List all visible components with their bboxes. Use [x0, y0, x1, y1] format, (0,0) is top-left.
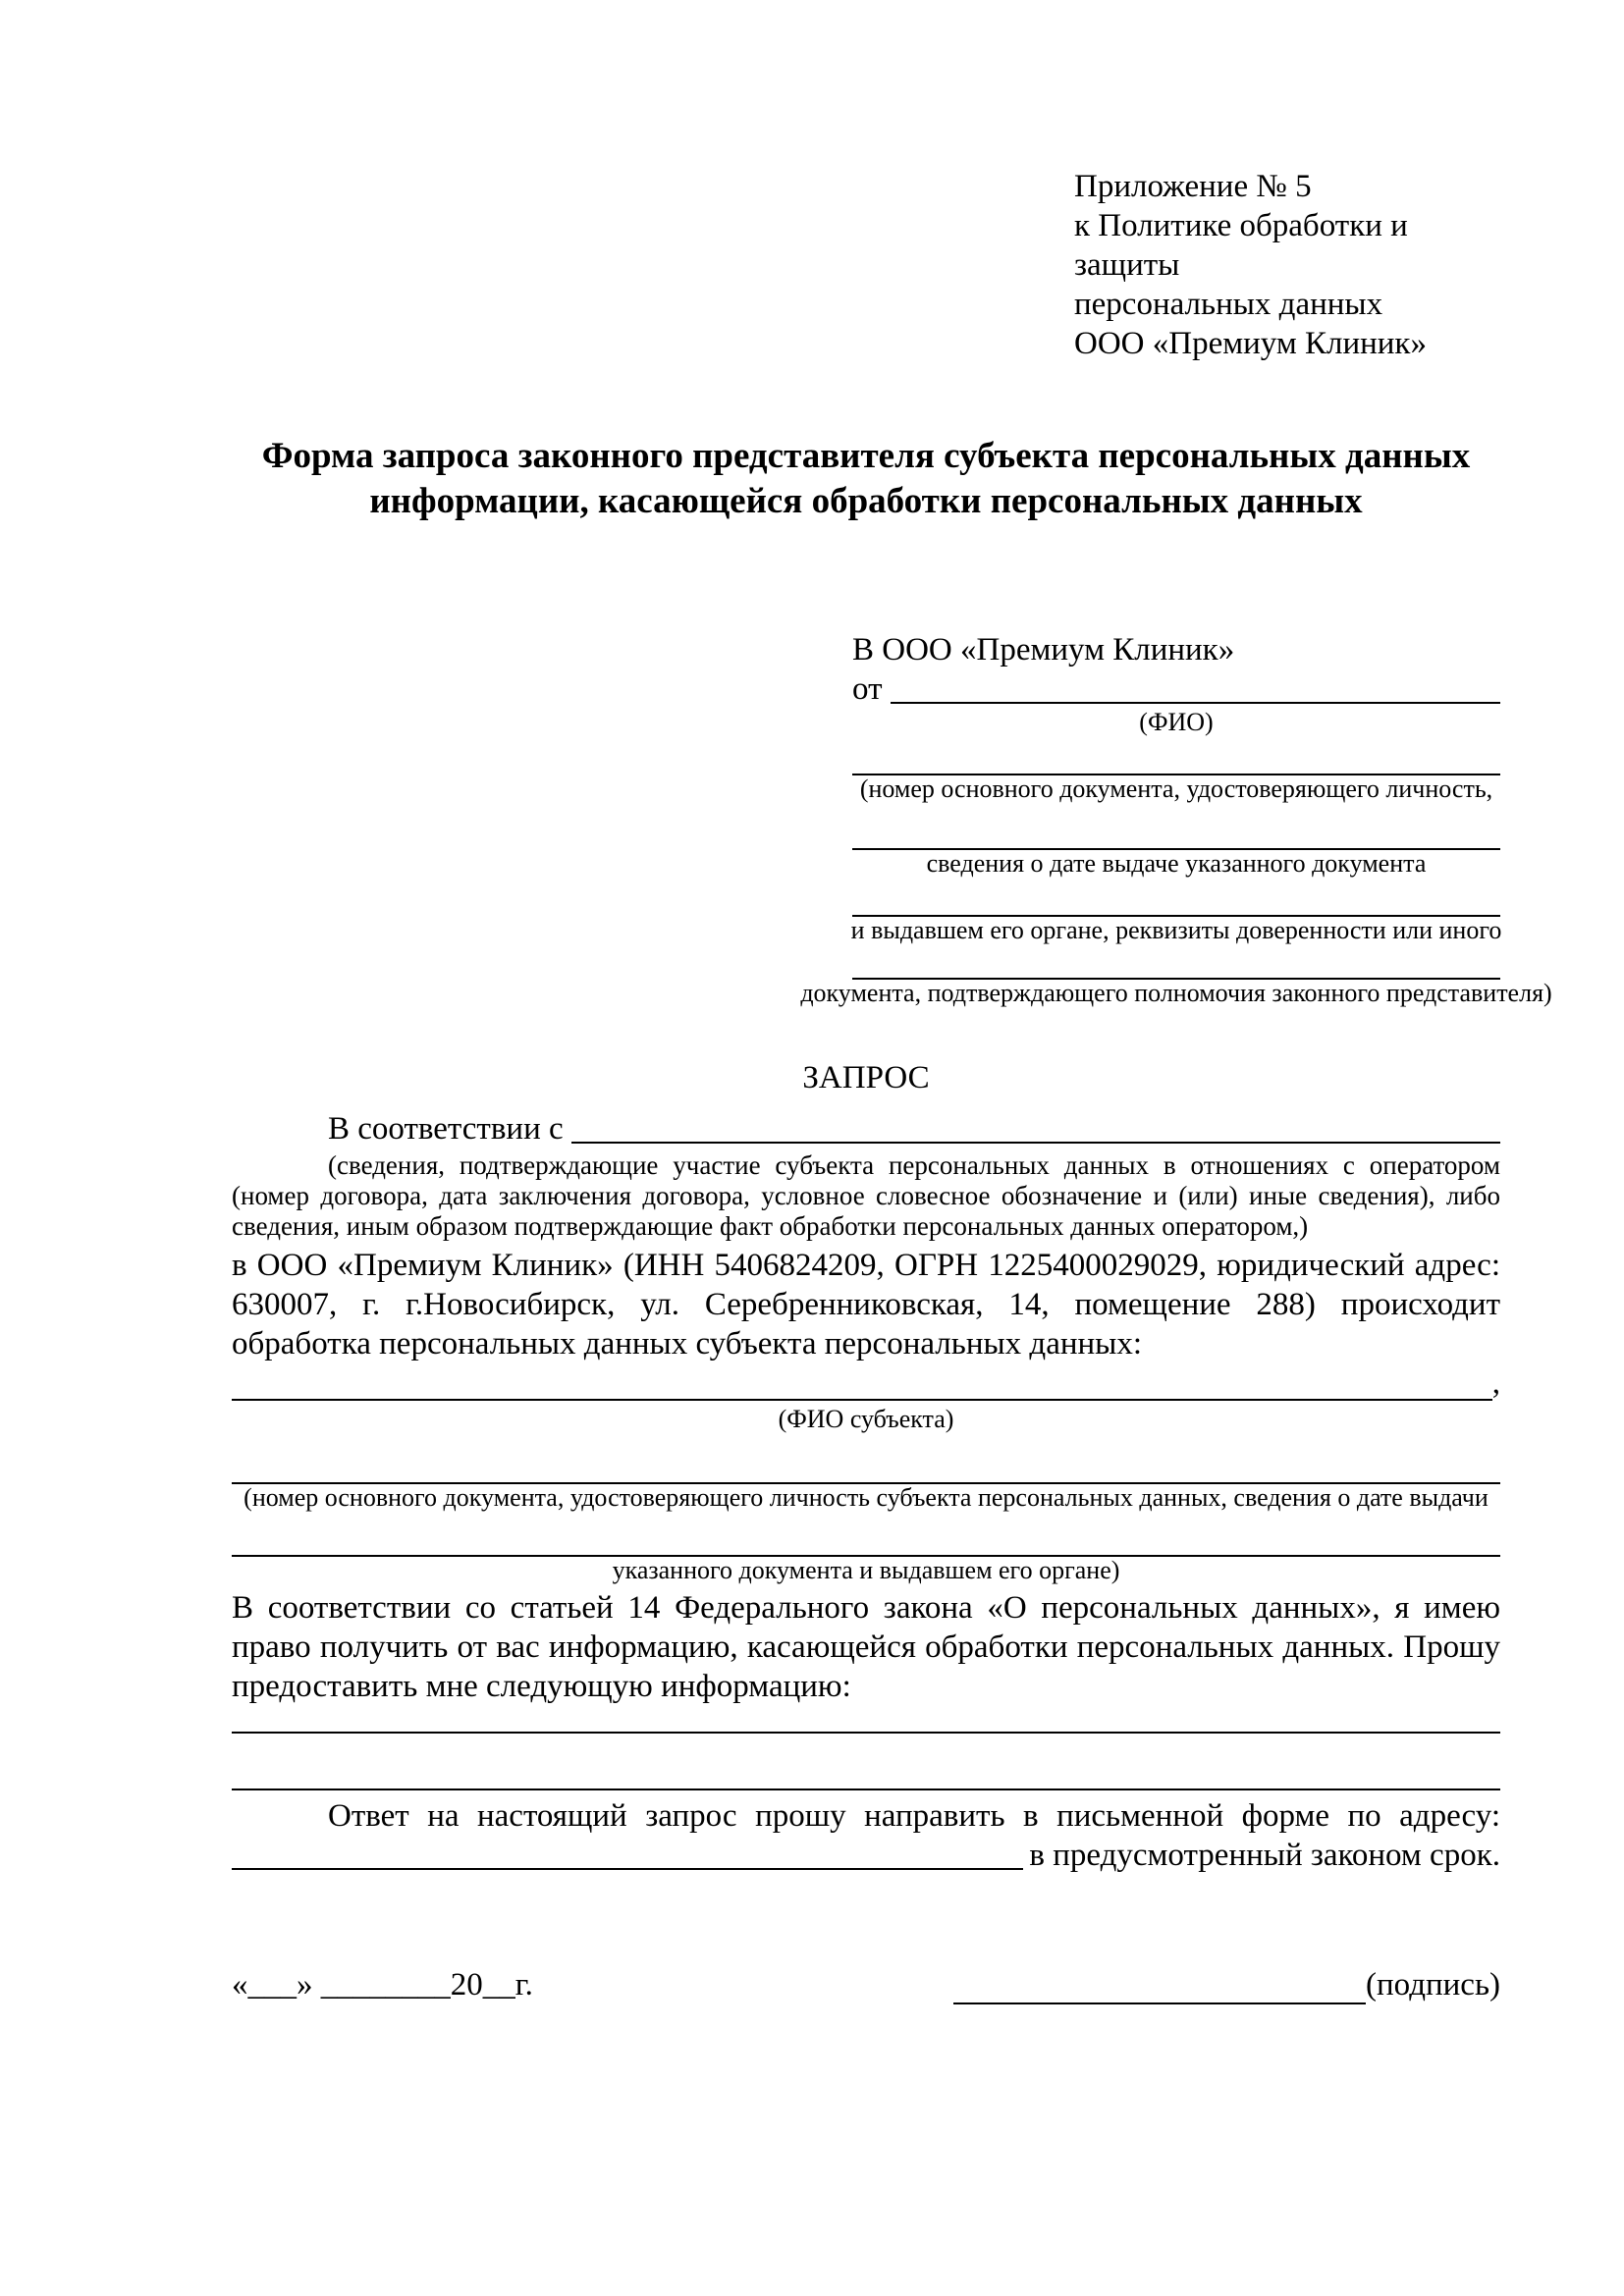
from-row [852, 669, 1500, 709]
requested-info-blank-field-1 [232, 1706, 1500, 1734]
request-heading: ЗАПРОС [802, 1060, 930, 1095]
appendix-note [1074, 167, 1500, 363]
subject-doc-caption-1: (номер основного документа, удостоверяющего личность субъекта персональных данных, сведения о дате выдачи [244, 1483, 1489, 1512]
law-paragraph: В соответствии со статьей 14 Федерального закона «О персональных данных», я имею право получить от вас информацию, касающейся обработки персональных данных. Прошу предоставить мне следующую информацию: [232, 1590, 1500, 1704]
authority-doc-caption: документа, подтверждающего полномочия законного представителя) [800, 979, 1552, 1007]
subject-fio-row [232, 1363, 1500, 1406]
addressee-block [800, 630, 1552, 1007]
appendix-line-3: персональных данных [1074, 287, 1383, 322]
representative-doc-number-blank-field [852, 736, 1500, 775]
document-title-line-2: информации, касающейся обработки персональных данных [369, 481, 1363, 521]
reply-address-blank-field [232, 1836, 1023, 1870]
from-label: от [852, 671, 891, 707]
intro-label: В соответствии с [328, 1111, 571, 1147]
reply-suffix: в предусмотренный законом срок. [1029, 1838, 1500, 1873]
subject-fio-blank-field [232, 1363, 1492, 1401]
trailing-comma: , [1491, 1365, 1500, 1401]
addressee-organization: В ООО «Премиум Клиник» [852, 632, 1235, 667]
document-title-line-1: Форма запроса законного представителя субъекта персональных данных [261, 436, 1471, 476]
subject-doc-blank-field-2 [232, 1512, 1500, 1557]
subject-fio-caption: (ФИО субъекта) [778, 1405, 954, 1433]
subject-doc-caption-2: указанного документа и выдавшем его органе) [612, 1556, 1120, 1584]
intro-row [232, 1109, 1500, 1148]
appendix-line-2: к Политике обработки и защиты [1074, 208, 1408, 283]
operator-paragraph: в ООО «Премиум Клиник» (ИНН 5406824209, ОГРН 1225400029029, юридический адрес: 630007, г. г.Новосибирск, ул. Серебренниковская, 14, помещение 288) происходит обработка персональных данных субъекта персональных данных: [232, 1248, 1500, 1362]
requested-info-blank-field-2 [232, 1734, 1500, 1790]
relation-proof-blank-field [571, 1109, 1500, 1144]
doc-issue-date-caption: сведения о дате выдаче указанного документа [926, 849, 1427, 878]
doc-issue-date-blank-field [852, 803, 1500, 850]
date-placeholder: «___» ________20__г. [232, 1967, 533, 2002]
representative-fio-blank-field [891, 669, 1500, 704]
signature-blank-field [953, 1971, 1366, 2004]
document-title [232, 434, 1500, 524]
subject-doc-blank-field-1 [232, 1433, 1500, 1484]
signature-caption: (подпись) [1366, 1967, 1500, 2002]
fine-print-note: (сведения, подтверждающие участие субъекта персональных данных в отношениях с оператором (номер договора, дата заключения договора, условное словесное обозначение и (или) иные сведения), либо сведения, иным образом подтверждающие факт обработки персональных данных оператором,) [232, 1150, 1500, 1241]
reply-paragraph: Ответ на настоящий запрос прошу направить в письменной форме по адресу: [328, 1798, 1500, 1834]
doc-issuer-blank-field [852, 878, 1500, 917]
appendix-line-4: ООО «Премиум Клиник» [1074, 326, 1427, 361]
doc-issuer-caption: и выдавшем его органе, реквизиты доверенности или иного [850, 916, 1502, 944]
appendix-line-1: Приложение № 5 [1074, 169, 1312, 204]
doc-number-caption: (номер основного документа, удостоверяющего личность, [859, 774, 1493, 803]
reply-address-row [232, 1836, 1500, 1875]
signature-area [953, 1965, 1500, 2004]
fio-caption: (ФИО) [1139, 708, 1214, 736]
signature-row [232, 1965, 1500, 2004]
authority-doc-blank-field [852, 944, 1500, 980]
